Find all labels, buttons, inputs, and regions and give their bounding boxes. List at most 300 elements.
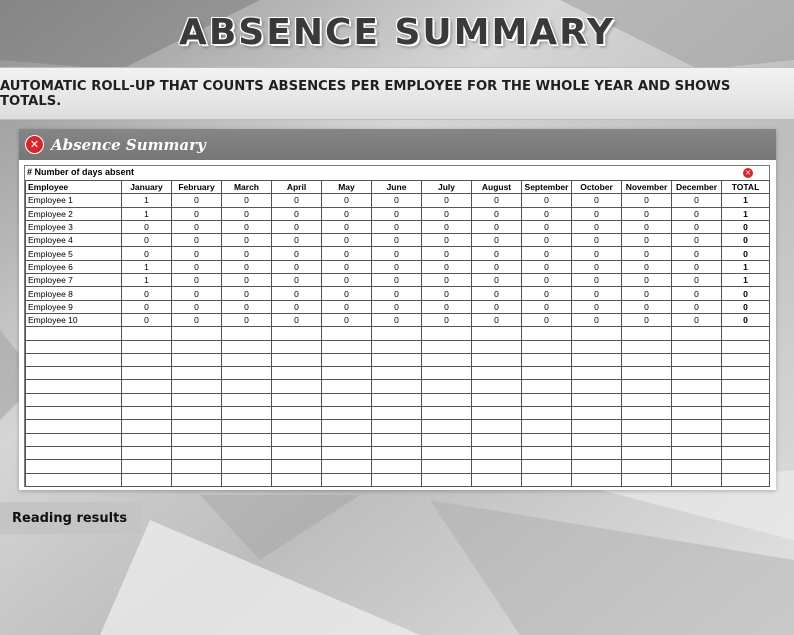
absence-count-cell[interactable]: 0 (372, 194, 422, 207)
absence-count-cell[interactable]: 0 (672, 287, 722, 300)
absence-count-cell[interactable]: 0 (172, 194, 222, 207)
empty-cell[interactable] (422, 393, 472, 406)
empty-cell[interactable] (322, 327, 372, 340)
empty-cell[interactable] (26, 353, 122, 366)
empty-cell[interactable] (422, 473, 472, 486)
empty-cell[interactable] (522, 460, 572, 473)
absence-count-cell[interactable]: 0 (322, 220, 372, 233)
empty-cell[interactable] (622, 367, 672, 380)
absence-count-cell[interactable]: 0 (572, 300, 622, 313)
empty-cell[interactable] (122, 433, 172, 446)
empty-cell[interactable] (172, 393, 222, 406)
empty-cell[interactable] (372, 353, 422, 366)
empty-cell[interactable] (672, 327, 722, 340)
empty-cell[interactable] (722, 393, 770, 406)
empty-cell[interactable] (672, 460, 722, 473)
empty-cell[interactable] (122, 393, 172, 406)
empty-cell[interactable] (722, 340, 770, 353)
absence-count-cell[interactable]: 0 (322, 287, 372, 300)
absence-count-cell[interactable]: 0 (372, 300, 422, 313)
empty-cell[interactable] (322, 460, 372, 473)
empty-cell[interactable] (622, 420, 672, 433)
empty-cell[interactable] (372, 340, 422, 353)
total-cell[interactable]: 1 (722, 194, 770, 207)
empty-cell[interactable] (522, 340, 572, 353)
absence-count-cell[interactable]: 0 (472, 247, 522, 260)
absence-count-cell[interactable]: 0 (322, 300, 372, 313)
absence-count-cell[interactable]: 0 (172, 300, 222, 313)
absence-count-cell[interactable]: 0 (272, 287, 322, 300)
absence-count-cell[interactable]: 0 (572, 234, 622, 247)
empty-cell[interactable] (622, 433, 672, 446)
empty-cell[interactable] (622, 327, 672, 340)
absence-count-cell[interactable]: 0 (272, 247, 322, 260)
absence-count-cell[interactable]: 0 (372, 207, 422, 220)
absence-count-cell[interactable]: 0 (422, 260, 472, 273)
absence-count-cell[interactable]: 0 (322, 247, 372, 260)
empty-cell[interactable] (472, 407, 522, 420)
empty-cell[interactable] (672, 367, 722, 380)
total-cell[interactable]: 0 (722, 220, 770, 233)
total-cell[interactable]: 0 (722, 287, 770, 300)
absence-count-cell[interactable]: 0 (222, 313, 272, 326)
empty-cell[interactable] (672, 446, 722, 459)
empty-cell[interactable] (672, 473, 722, 486)
empty-cell[interactable] (122, 367, 172, 380)
absence-count-cell[interactable]: 0 (522, 300, 572, 313)
empty-cell[interactable] (422, 446, 472, 459)
empty-cell[interactable] (722, 446, 770, 459)
absence-count-cell[interactable]: 1 (122, 274, 172, 287)
absence-count-cell[interactable]: 0 (522, 207, 572, 220)
absence-count-cell[interactable]: 0 (322, 260, 372, 273)
employee-name-cell[interactable]: Employee 4 (26, 234, 122, 247)
absence-count-cell[interactable]: 0 (372, 260, 422, 273)
absence-count-cell[interactable]: 0 (622, 234, 672, 247)
empty-cell[interactable] (222, 420, 272, 433)
empty-cell[interactable] (272, 433, 322, 446)
empty-cell[interactable] (222, 433, 272, 446)
empty-cell[interactable] (222, 446, 272, 459)
empty-cell[interactable] (272, 340, 322, 353)
empty-cell[interactable] (372, 407, 422, 420)
empty-cell[interactable] (672, 393, 722, 406)
employee-name-cell[interactable]: Employee 10 (26, 313, 122, 326)
empty-cell[interactable] (522, 433, 572, 446)
absence-count-cell[interactable]: 0 (222, 247, 272, 260)
empty-cell[interactable] (322, 446, 372, 459)
empty-cell[interactable] (222, 367, 272, 380)
absence-count-cell[interactable]: 0 (622, 194, 672, 207)
empty-cell[interactable] (472, 353, 522, 366)
absence-count-cell[interactable]: 0 (222, 207, 272, 220)
empty-cell[interactable] (722, 473, 770, 486)
empty-cell[interactable] (172, 367, 222, 380)
empty-cell[interactable] (222, 393, 272, 406)
empty-cell[interactable] (26, 327, 122, 340)
absence-count-cell[interactable]: 0 (272, 234, 322, 247)
empty-cell[interactable] (372, 380, 422, 393)
total-cell[interactable]: 0 (722, 313, 770, 326)
absence-count-cell[interactable]: 0 (572, 260, 622, 273)
empty-cell[interactable] (372, 393, 422, 406)
empty-cell[interactable] (222, 353, 272, 366)
absence-count-cell[interactable]: 0 (572, 313, 622, 326)
empty-cell[interactable] (372, 433, 422, 446)
empty-cell[interactable] (26, 407, 122, 420)
absence-count-cell[interactable]: 0 (472, 220, 522, 233)
absence-count-cell[interactable]: 0 (572, 207, 622, 220)
absence-count-cell[interactable]: 0 (622, 300, 672, 313)
empty-cell[interactable] (26, 433, 122, 446)
empty-cell[interactable] (272, 380, 322, 393)
absence-count-cell[interactable]: 0 (222, 234, 272, 247)
empty-cell[interactable] (322, 473, 372, 486)
absence-count-cell[interactable]: 0 (622, 313, 672, 326)
empty-cell[interactable] (172, 380, 222, 393)
absence-count-cell[interactable]: 0 (522, 274, 572, 287)
empty-cell[interactable] (572, 367, 622, 380)
empty-cell[interactable] (372, 420, 422, 433)
empty-cell[interactable] (622, 446, 672, 459)
empty-cell[interactable] (622, 340, 672, 353)
empty-cell[interactable] (26, 473, 122, 486)
empty-cell[interactable] (472, 327, 522, 340)
absence-count-cell[interactable]: 0 (422, 234, 472, 247)
absence-count-cell[interactable]: 0 (672, 274, 722, 287)
absence-count-cell[interactable]: 0 (172, 260, 222, 273)
empty-cell[interactable] (622, 380, 672, 393)
empty-cell[interactable] (722, 420, 770, 433)
absence-count-cell[interactable]: 0 (172, 220, 222, 233)
absence-count-cell[interactable]: 0 (672, 207, 722, 220)
empty-cell[interactable] (422, 460, 472, 473)
empty-cell[interactable] (122, 460, 172, 473)
absence-count-cell[interactable]: 0 (422, 287, 472, 300)
empty-cell[interactable] (222, 407, 272, 420)
absence-count-cell[interactable]: 0 (222, 287, 272, 300)
empty-cell[interactable] (472, 420, 522, 433)
empty-cell[interactable] (322, 340, 372, 353)
empty-cell[interactable] (322, 407, 372, 420)
empty-cell[interactable] (272, 367, 322, 380)
close-sheet-icon[interactable]: ✕ (743, 168, 753, 178)
absence-count-cell[interactable]: 0 (622, 207, 672, 220)
absence-count-cell[interactable]: 0 (372, 313, 422, 326)
empty-cell[interactable] (522, 393, 572, 406)
empty-cell[interactable] (622, 460, 672, 473)
absence-count-cell[interactable]: 0 (522, 194, 572, 207)
empty-cell[interactable] (522, 380, 572, 393)
absence-count-cell[interactable]: 1 (122, 207, 172, 220)
total-cell[interactable]: 0 (722, 234, 770, 247)
employee-name-cell[interactable]: Employee 5 (26, 247, 122, 260)
empty-cell[interactable] (622, 407, 672, 420)
empty-cell[interactable] (522, 473, 572, 486)
empty-cell[interactable] (722, 460, 770, 473)
absence-count-cell[interactable]: 0 (322, 313, 372, 326)
empty-cell[interactable] (722, 367, 770, 380)
empty-cell[interactable] (372, 446, 422, 459)
absence-count-cell[interactable]: 0 (372, 234, 422, 247)
empty-cell[interactable] (122, 473, 172, 486)
empty-cell[interactable] (122, 327, 172, 340)
absence-count-cell[interactable]: 0 (472, 260, 522, 273)
empty-cell[interactable] (272, 473, 322, 486)
absence-count-cell[interactable]: 1 (122, 260, 172, 273)
absence-count-cell[interactable]: 0 (472, 313, 522, 326)
absence-count-cell[interactable]: 0 (272, 313, 322, 326)
empty-cell[interactable] (522, 407, 572, 420)
empty-cell[interactable] (572, 327, 622, 340)
empty-cell[interactable] (672, 407, 722, 420)
absence-count-cell[interactable]: 0 (622, 220, 672, 233)
total-cell[interactable]: 1 (722, 274, 770, 287)
empty-cell[interactable] (472, 340, 522, 353)
empty-cell[interactable] (172, 473, 222, 486)
empty-cell[interactable] (222, 340, 272, 353)
empty-cell[interactable] (422, 407, 472, 420)
empty-cell[interactable] (522, 327, 572, 340)
empty-cell[interactable] (472, 446, 522, 459)
absence-count-cell[interactable]: 0 (222, 300, 272, 313)
absence-count-cell[interactable]: 0 (172, 234, 222, 247)
employee-name-cell[interactable]: Employee 6 (26, 260, 122, 273)
absence-count-cell[interactable]: 0 (322, 274, 372, 287)
absence-count-cell[interactable]: 0 (272, 274, 322, 287)
absence-count-cell[interactable]: 0 (672, 194, 722, 207)
total-cell[interactable]: 0 (722, 247, 770, 260)
empty-cell[interactable] (272, 446, 322, 459)
absence-count-cell[interactable]: 0 (422, 313, 472, 326)
empty-cell[interactable] (622, 473, 672, 486)
empty-cell[interactable] (322, 353, 372, 366)
absence-count-cell[interactable]: 0 (572, 274, 622, 287)
reading-results-tab[interactable] (0, 502, 141, 534)
absence-count-cell[interactable]: 0 (172, 287, 222, 300)
empty-cell[interactable] (26, 367, 122, 380)
empty-cell[interactable] (222, 327, 272, 340)
absence-count-cell[interactable]: 0 (222, 260, 272, 273)
empty-cell[interactable] (472, 380, 522, 393)
absence-count-cell[interactable]: 0 (622, 287, 672, 300)
absence-count-cell[interactable]: 0 (522, 220, 572, 233)
absence-count-cell[interactable]: 0 (172, 274, 222, 287)
empty-cell[interactable] (422, 380, 472, 393)
absence-count-cell[interactable]: 0 (122, 313, 172, 326)
empty-cell[interactable] (422, 353, 472, 366)
absence-count-cell[interactable]: 0 (672, 260, 722, 273)
empty-cell[interactable] (372, 473, 422, 486)
empty-cell[interactable] (672, 380, 722, 393)
empty-cell[interactable] (572, 353, 622, 366)
absence-count-cell[interactable]: 0 (472, 300, 522, 313)
empty-cell[interactable] (272, 407, 322, 420)
total-cell[interactable]: 1 (722, 207, 770, 220)
empty-cell[interactable] (322, 393, 372, 406)
empty-cell[interactable] (522, 446, 572, 459)
absence-count-cell[interactable]: 0 (672, 247, 722, 260)
absence-count-cell[interactable]: 0 (272, 220, 322, 233)
empty-cell[interactable] (122, 353, 172, 366)
empty-cell[interactable] (172, 420, 222, 433)
empty-cell[interactable] (26, 340, 122, 353)
empty-cell[interactable] (672, 420, 722, 433)
empty-cell[interactable] (122, 380, 172, 393)
absence-count-cell[interactable]: 0 (372, 287, 422, 300)
absence-count-cell[interactable]: 0 (572, 287, 622, 300)
empty-cell[interactable] (522, 353, 572, 366)
absence-count-cell[interactable]: 0 (522, 234, 572, 247)
absence-count-cell[interactable]: 0 (422, 194, 472, 207)
empty-cell[interactable] (472, 460, 522, 473)
absence-count-cell[interactable]: 0 (622, 260, 672, 273)
empty-cell[interactable] (172, 446, 222, 459)
employee-name-cell[interactable]: Employee 3 (26, 220, 122, 233)
empty-cell[interactable] (572, 420, 622, 433)
absence-count-cell[interactable]: 0 (122, 247, 172, 260)
empty-cell[interactable] (26, 446, 122, 459)
empty-cell[interactable] (272, 393, 322, 406)
absence-count-cell[interactable]: 0 (622, 274, 672, 287)
absence-count-cell[interactable]: 0 (672, 300, 722, 313)
absence-count-cell[interactable]: 0 (172, 247, 222, 260)
absence-count-cell[interactable]: 0 (522, 247, 572, 260)
empty-cell[interactable] (422, 420, 472, 433)
empty-cell[interactable] (122, 340, 172, 353)
empty-cell[interactable] (272, 327, 322, 340)
absence-count-cell[interactable]: 0 (422, 247, 472, 260)
empty-cell[interactable] (172, 407, 222, 420)
absence-count-cell[interactable]: 0 (122, 234, 172, 247)
absence-count-cell[interactable]: 0 (272, 207, 322, 220)
empty-cell[interactable] (572, 473, 622, 486)
empty-cell[interactable] (26, 380, 122, 393)
empty-cell[interactable] (472, 393, 522, 406)
absence-count-cell[interactable]: 0 (122, 287, 172, 300)
absence-count-cell[interactable]: 0 (622, 247, 672, 260)
empty-cell[interactable] (572, 446, 622, 459)
empty-cell[interactable] (222, 460, 272, 473)
absence-count-cell[interactable]: 0 (272, 260, 322, 273)
empty-cell[interactable] (322, 380, 372, 393)
absence-count-cell[interactable]: 0 (322, 234, 372, 247)
empty-cell[interactable] (472, 473, 522, 486)
absence-count-cell[interactable]: 0 (672, 313, 722, 326)
absence-count-cell[interactable]: 0 (522, 260, 572, 273)
absence-count-cell[interactable]: 0 (472, 287, 522, 300)
empty-cell[interactable] (272, 353, 322, 366)
absence-count-cell[interactable]: 0 (472, 207, 522, 220)
empty-cell[interactable] (322, 367, 372, 380)
absence-count-cell[interactable]: 0 (172, 313, 222, 326)
absence-count-cell[interactable]: 0 (122, 220, 172, 233)
empty-cell[interactable] (26, 420, 122, 433)
empty-cell[interactable] (272, 460, 322, 473)
absence-count-cell[interactable]: 0 (372, 220, 422, 233)
empty-cell[interactable] (722, 353, 770, 366)
absence-count-cell[interactable]: 0 (472, 234, 522, 247)
absence-count-cell[interactable]: 0 (572, 247, 622, 260)
employee-name-cell[interactable]: Employee 9 (26, 300, 122, 313)
empty-cell[interactable] (422, 433, 472, 446)
empty-cell[interactable] (172, 460, 222, 473)
empty-cell[interactable] (672, 340, 722, 353)
absence-count-cell[interactable]: 0 (522, 287, 572, 300)
close-icon[interactable]: ✕ (25, 135, 44, 154)
empty-cell[interactable] (172, 353, 222, 366)
empty-cell[interactable] (472, 433, 522, 446)
employee-name-cell[interactable]: Employee 7 (26, 274, 122, 287)
empty-cell[interactable] (522, 420, 572, 433)
empty-cell[interactable] (322, 433, 372, 446)
absence-count-cell[interactable]: 0 (372, 274, 422, 287)
empty-cell[interactable] (122, 420, 172, 433)
empty-cell[interactable] (222, 380, 272, 393)
absence-count-cell[interactable]: 0 (572, 220, 622, 233)
empty-cell[interactable] (172, 433, 222, 446)
total-cell[interactable]: 0 (722, 300, 770, 313)
empty-cell[interactable] (572, 433, 622, 446)
empty-cell[interactable] (272, 420, 322, 433)
employee-name-cell[interactable]: Employee 8 (26, 287, 122, 300)
employee-name-cell[interactable]: Employee 1 (26, 194, 122, 207)
empty-cell[interactable] (372, 327, 422, 340)
empty-cell[interactable] (422, 327, 472, 340)
absence-count-cell[interactable]: 0 (222, 194, 272, 207)
empty-cell[interactable] (572, 407, 622, 420)
empty-cell[interactable] (522, 367, 572, 380)
empty-cell[interactable] (622, 393, 672, 406)
absence-count-cell[interactable]: 0 (272, 194, 322, 207)
empty-cell[interactable] (372, 367, 422, 380)
absence-count-cell[interactable]: 0 (672, 234, 722, 247)
absence-count-cell[interactable]: 0 (272, 300, 322, 313)
absence-count-cell[interactable]: 0 (672, 220, 722, 233)
absence-count-cell[interactable]: 0 (322, 194, 372, 207)
empty-cell[interactable] (672, 433, 722, 446)
empty-cell[interactable] (172, 340, 222, 353)
absence-count-cell[interactable]: 0 (422, 220, 472, 233)
empty-cell[interactable] (622, 353, 672, 366)
absence-count-cell[interactable]: 0 (222, 274, 272, 287)
empty-cell[interactable] (722, 380, 770, 393)
absence-count-cell[interactable]: 0 (422, 274, 472, 287)
total-cell[interactable]: 1 (722, 260, 770, 273)
empty-cell[interactable] (372, 460, 422, 473)
empty-cell[interactable] (172, 327, 222, 340)
absence-count-cell[interactable]: 0 (422, 207, 472, 220)
absence-count-cell[interactable]: 0 (572, 194, 622, 207)
empty-cell[interactable] (572, 380, 622, 393)
empty-cell[interactable] (222, 473, 272, 486)
empty-cell[interactable] (422, 367, 472, 380)
absence-count-cell[interactable]: 0 (172, 207, 222, 220)
absence-count-cell[interactable]: 0 (522, 313, 572, 326)
empty-cell[interactable] (472, 367, 522, 380)
absence-count-cell[interactable]: 0 (222, 220, 272, 233)
empty-cell[interactable] (422, 340, 472, 353)
empty-cell[interactable] (722, 327, 770, 340)
empty-cell[interactable] (572, 393, 622, 406)
empty-cell[interactable] (122, 446, 172, 459)
empty-cell[interactable] (122, 407, 172, 420)
absence-count-cell[interactable]: 0 (472, 194, 522, 207)
empty-cell[interactable] (26, 460, 122, 473)
absence-count-cell[interactable]: 1 (122, 194, 172, 207)
empty-cell[interactable] (322, 420, 372, 433)
absence-count-cell[interactable]: 0 (372, 247, 422, 260)
